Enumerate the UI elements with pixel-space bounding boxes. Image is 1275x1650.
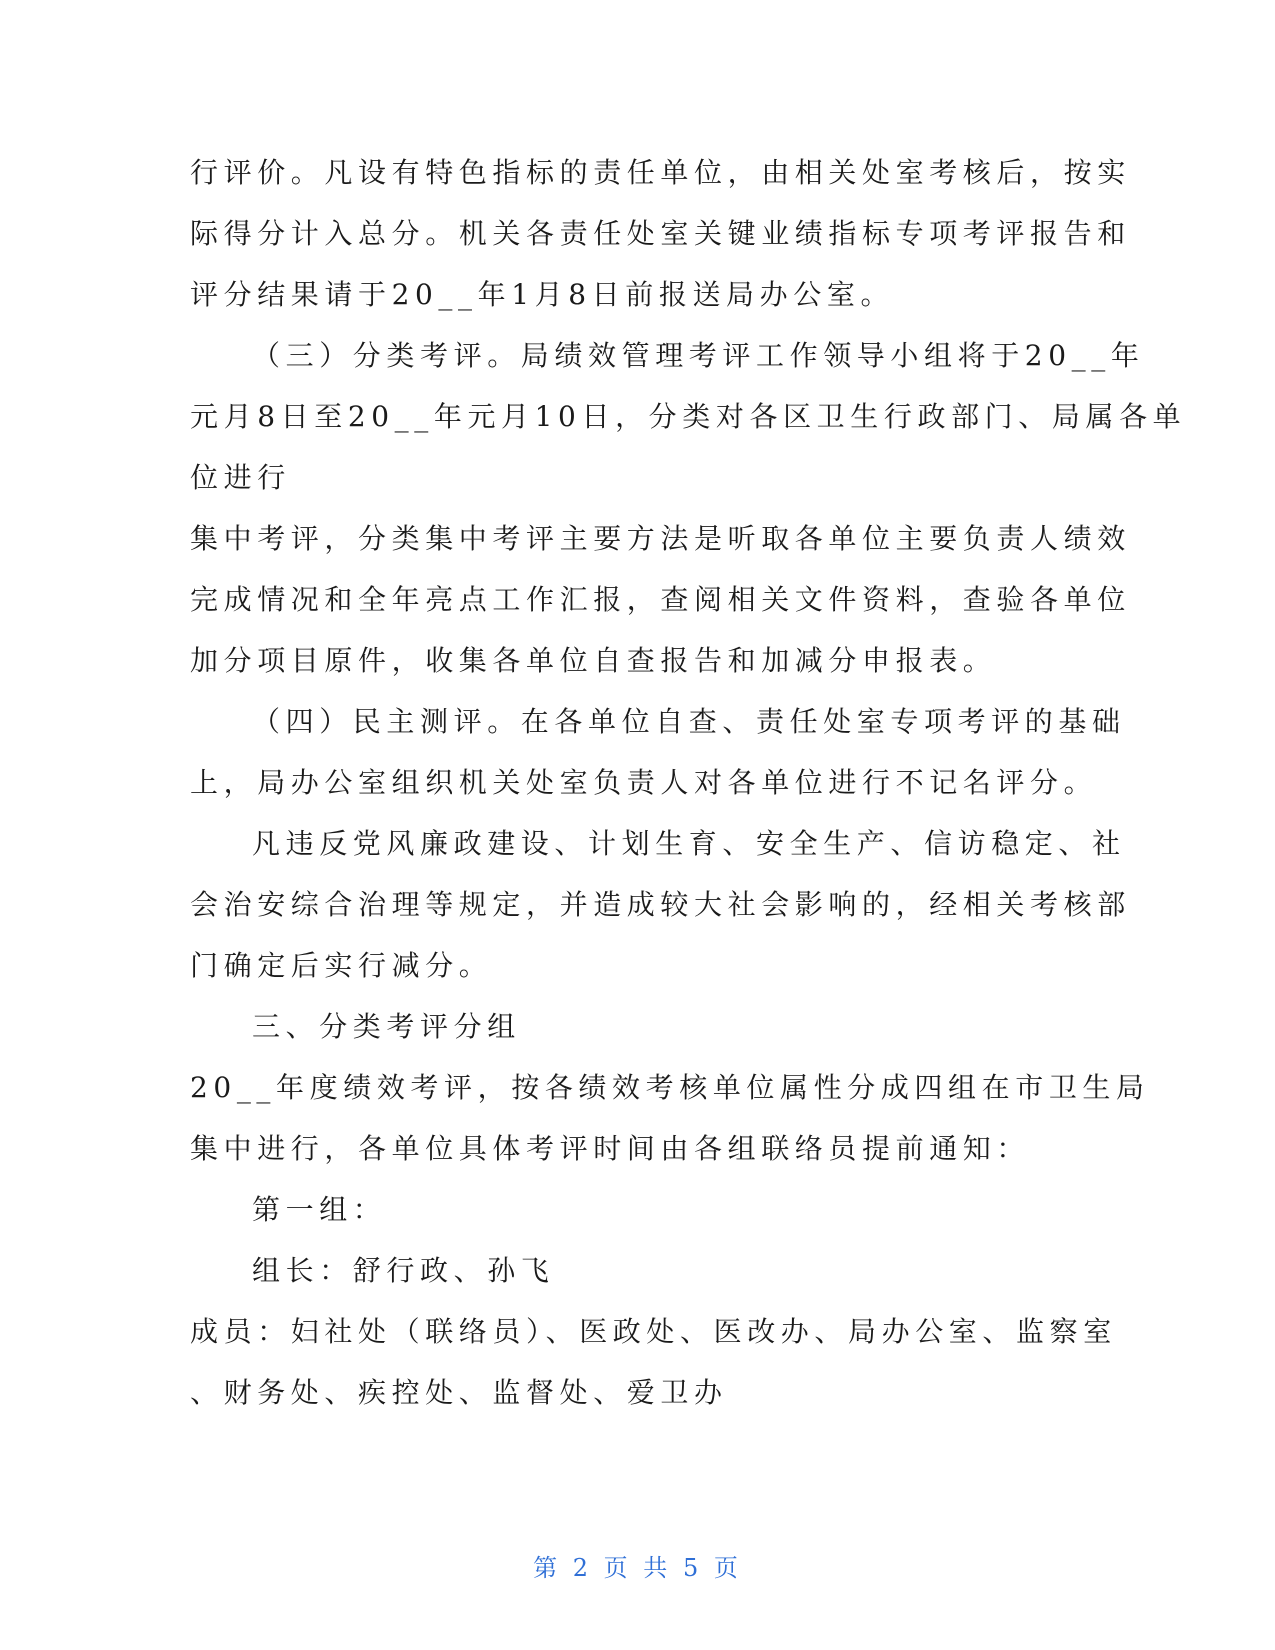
text-line-2: 际得分计入总分。机关各责任处室关键业绩指标专项考评报告和 [190, 217, 1131, 250]
group-title: 第一组： [252, 1193, 387, 1226]
text-line-10: （四）民主测评。在各单位自查、责任处室专项考评的基础 [252, 705, 1126, 738]
text-line-9: 加分项目原件，收集各单位自查报告和加减分申报表。 [190, 644, 997, 677]
group-members-continued: 、财务处、疾控处、监督处、爱卫办 [190, 1376, 728, 1409]
page-number-footer: 第 2 页 共 5 页 [533, 1554, 742, 1582]
text-line-5: 元月8日至20__年元月10日，分类对各区卫生行政部门、局属各单 [190, 400, 1187, 433]
text-line-17: 集中进行，各单位具体考评时间由各组联络员提前通知： [190, 1132, 1031, 1165]
text-line-4: （三）分类考评。局绩效管理考评工作领导小组将于20__年 [252, 339, 1145, 372]
group-members: 成员：妇社处（联络员）、医政处、医改办、局办公室、监察室 [190, 1315, 1117, 1348]
section-heading: 三、分类考评分组 [252, 1010, 521, 1043]
text-line-1: 行评价。凡设有特色指标的责任单位，由相关处室考核后，按实 [190, 156, 1131, 189]
text-line-11: 上，局办公室组织机关处室负责人对各单位进行不记名评分。 [190, 766, 1098, 799]
text-line-7: 集中考评，分类集中考评主要方法是听取各单位主要负责人绩效 [190, 522, 1131, 555]
text-line-13: 会治安综合治理等规定，并造成较大社会影响的，经相关考核部 [190, 888, 1131, 921]
group-leaders: 组长：舒行政、孙飞 [252, 1254, 555, 1287]
text-line-3: 评分结果请于20__年1月8日前报送局办公室。 [190, 278, 895, 311]
text-line-14: 门确定后实行减分。 [190, 949, 493, 982]
text-line-6: 位进行 [190, 461, 291, 494]
text-line-12: 凡违反党风廉政建设、计划生育、安全生产、信访稳定、社 [252, 827, 1126, 860]
text-line-8: 完成情况和全年亮点工作汇报，查阅相关文件资料，查验各单位 [190, 583, 1131, 616]
document-body [190, 142, 1187, 1423]
text-line-16: 20__年度绩效考评，按各绩效考核单位属性分成四组在市卫生局 [190, 1071, 1150, 1104]
